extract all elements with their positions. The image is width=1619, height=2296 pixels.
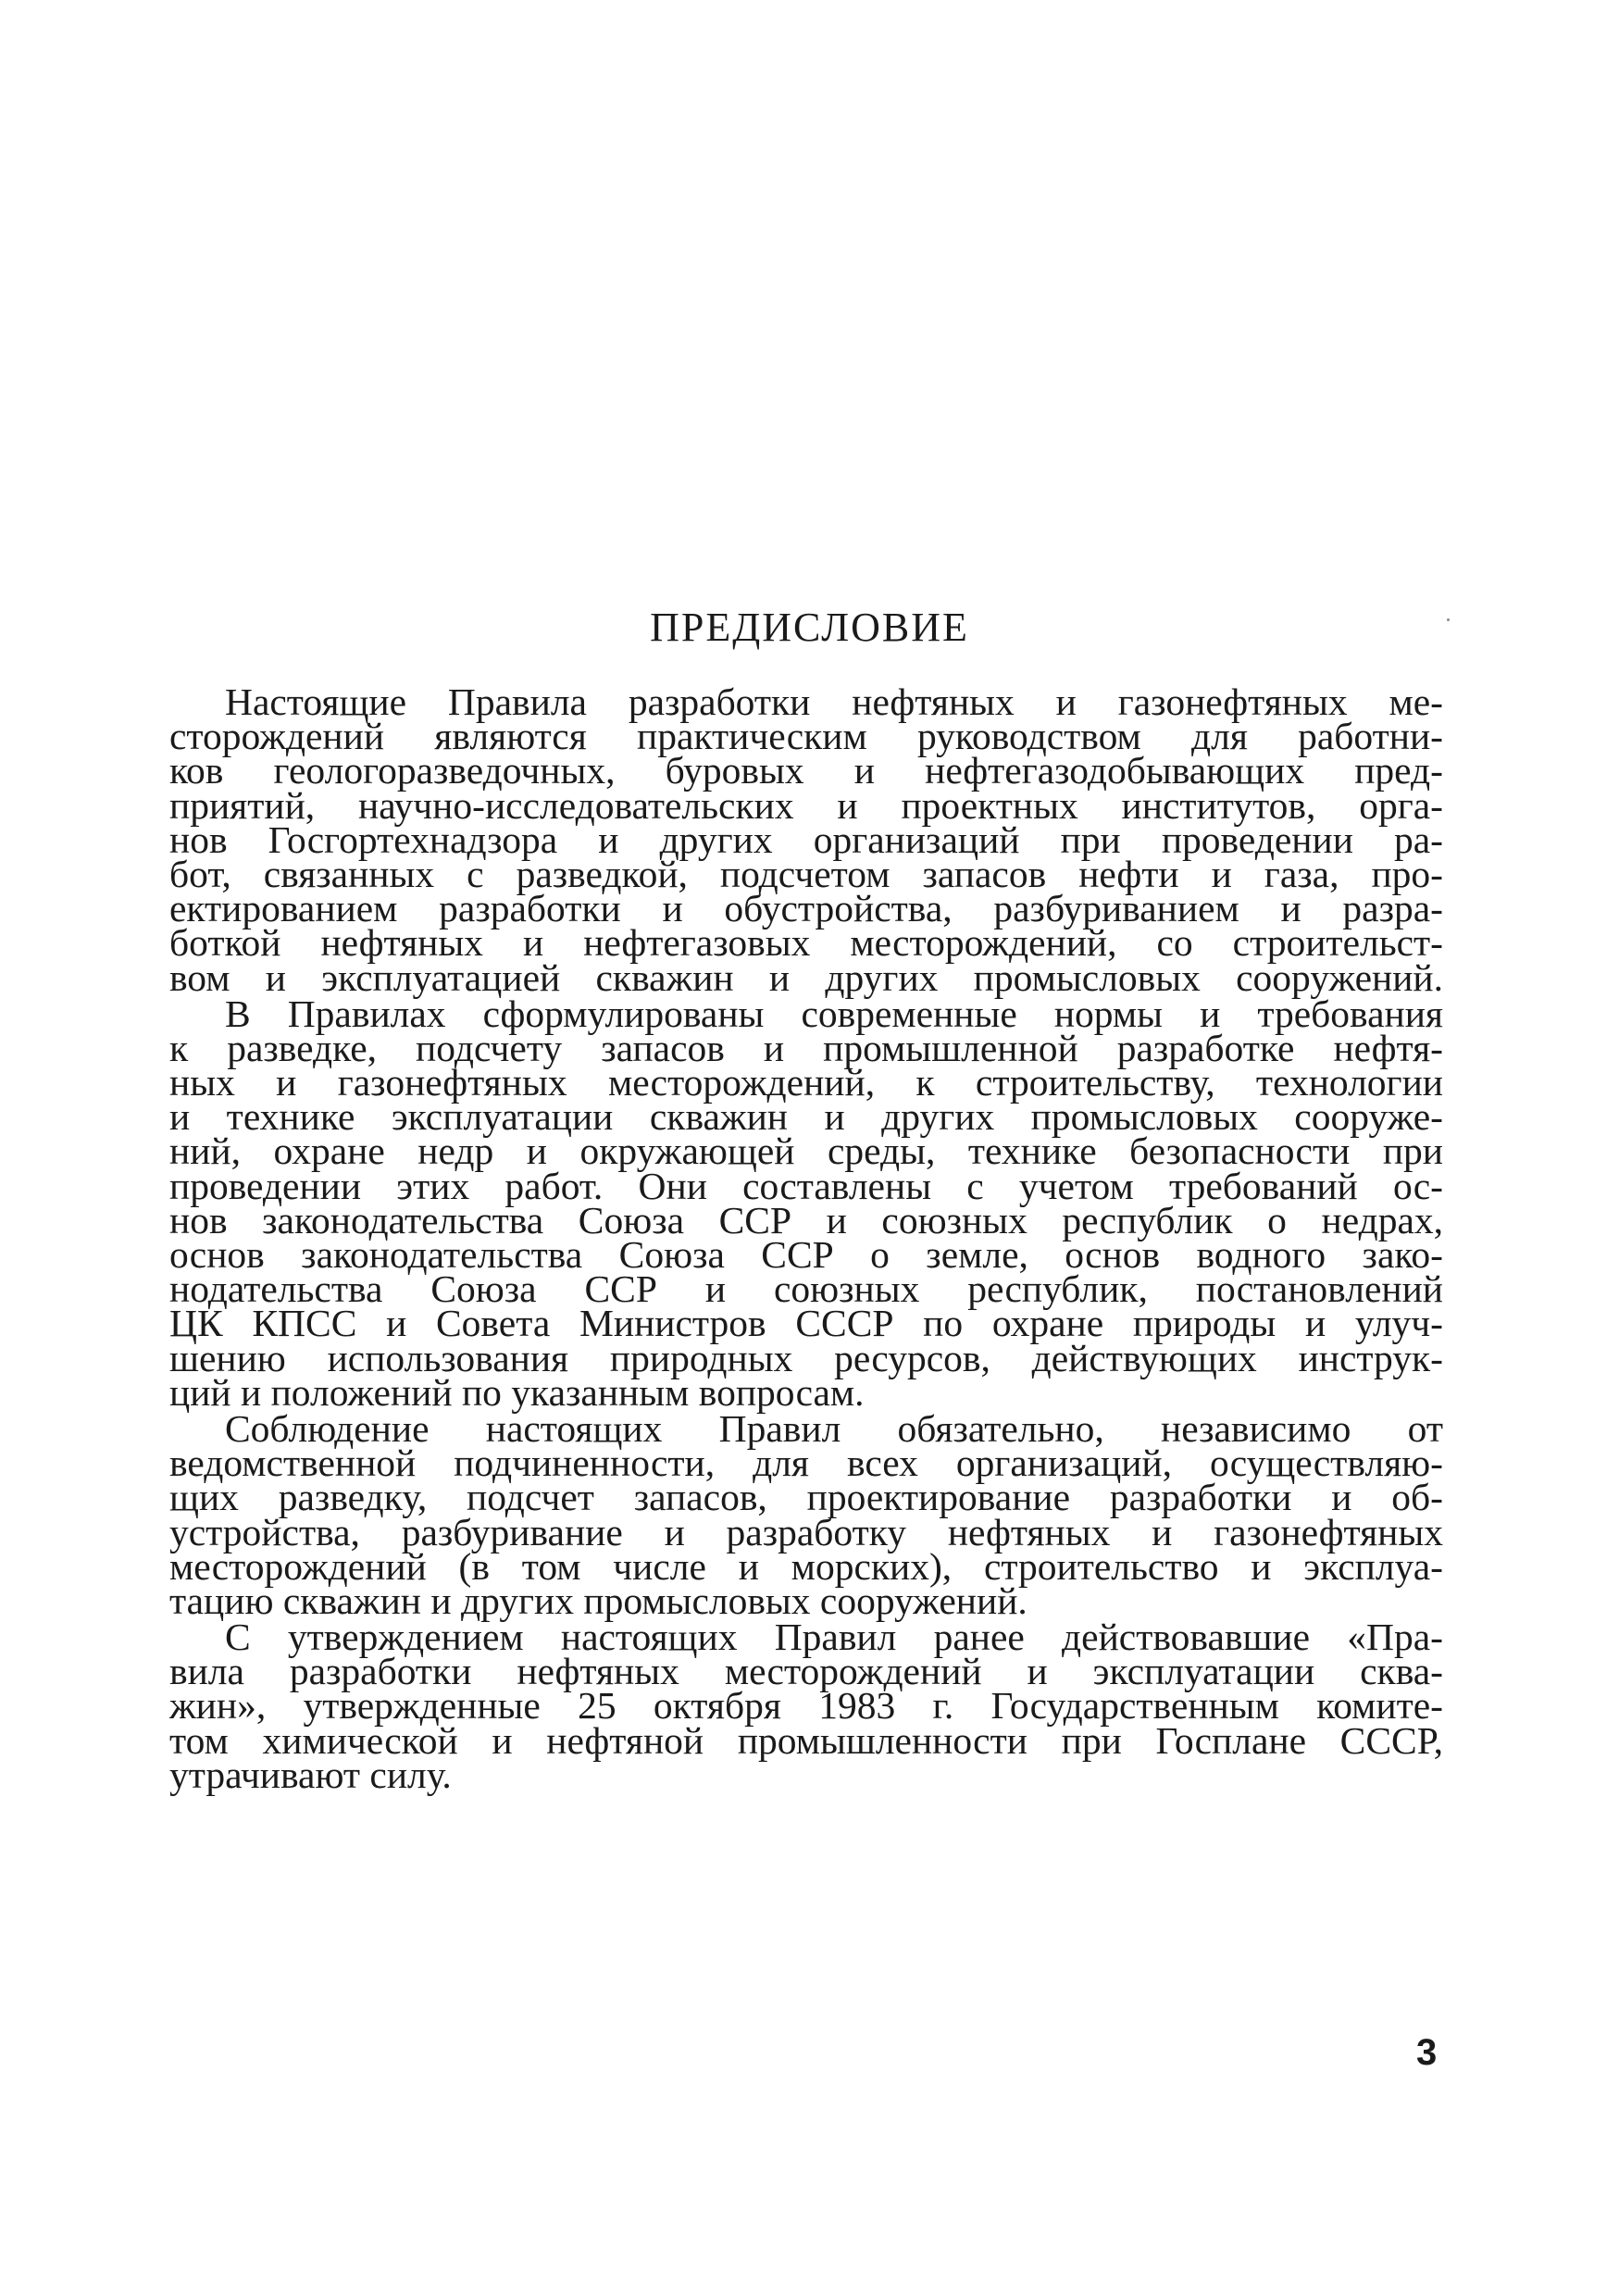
text-line: утрачивают силу. <box>169 1753 452 1796</box>
paragraph <box>169 1406 1443 1622</box>
text-line: вом и эксплуатацией скважин и других промысловых сооружений. <box>169 955 1443 999</box>
text-line: вила разработки нефтяных месторождений и эксплуатации сква- <box>169 1650 1443 1693</box>
text-line: ний, охране недр и окружающей среды, технике безопасности при <box>169 1129 1443 1173</box>
text-line: проведении этих работ. Они составлены с учетом требований ос- <box>169 1164 1443 1207</box>
scan-speck <box>1447 618 1450 621</box>
text-line: сторождений являются практическим руководством для работни- <box>169 715 1443 758</box>
text-line: С утверждением настоящих Правил ранее действовавшие «Пра- <box>225 1616 1443 1659</box>
text-line: ков геологоразведочных, буровых и нефтегазодобывающих пред- <box>169 749 1443 792</box>
page-heading: ПРЕДИСЛОВИЕ <box>650 605 969 650</box>
text-line: ных и газонефтяных месторождений, к строительству, технологии <box>169 1061 1443 1104</box>
text-line: В Правилах сформулированы современные нормы и требования <box>225 992 1443 1035</box>
text-line: месторождений (в том числе и морских), строительство и эксплуа- <box>169 1544 1443 1588</box>
preface-body <box>169 680 1443 1796</box>
text-line: ведомственной подчиненности, для всех организаций, осуществляю- <box>169 1441 1443 1485</box>
text-line: тацию скважин и других промысловых сооружений. <box>169 1578 1027 1622</box>
paragraph <box>169 680 1443 999</box>
text-line: бот, связанных с разведкой, подсчетом запасов нефти и газа, про- <box>169 852 1443 895</box>
text-line: ЦК КПСС и Совета Министров СССР по охране природы и улуч- <box>169 1302 1443 1345</box>
text-line: приятий, научно-исследовательских и проектных институтов, орга- <box>169 783 1443 827</box>
paragraph <box>169 992 1443 1414</box>
text-line: жин», утвержденные 25 октября 1983 г. Государственным комите- <box>169 1684 1443 1728</box>
text-line: нодательства Союза ССР и союзных республик, постановлений <box>169 1267 1443 1311</box>
text-line: ций и положений по указанным вопросам. <box>169 1370 865 1414</box>
page-number: 3 <box>1416 2032 1438 2073</box>
text-line: к разведке, подсчету запасов и промышленной разработке нефтя- <box>169 1026 1443 1069</box>
text-line: боткой нефтяных и нефтегазовых месторождений, со строительст- <box>169 921 1443 965</box>
text-line: устройства, разбуривание и разработку нефтяных и газонефтяных <box>169 1510 1443 1554</box>
text-line: щих разведку, подсчет запасов, проектирование разработки и об- <box>169 1476 1443 1519</box>
text-line: Соблюдение настоящих Правил обязательно, независимо от <box>225 1406 1443 1450</box>
text-line: том химической и нефтяной промышленности при Госплане СССР, <box>169 1718 1443 1762</box>
paragraph <box>169 1616 1443 1796</box>
text-line: шению использования природных ресурсов, действующих инструк- <box>169 1336 1443 1379</box>
text-line: ектированием разработки и обустройства, разбуриванием и разра- <box>169 887 1443 930</box>
text-line: Настоящие Правила разработки нефтяных и газонефтяных ме- <box>225 680 1443 723</box>
text-line: нов законодательства Союза ССР и союзных республик о недрах, <box>169 1198 1443 1242</box>
text-line: основ законодательства Союза ССР о земле, основ водного зако- <box>169 1233 1443 1276</box>
text-line: и технике эксплуатации скважин и других промысловых сооруже- <box>169 1095 1443 1139</box>
text-line: нов Госгортехнадзора и других организаций при проведении ра- <box>169 817 1443 861</box>
